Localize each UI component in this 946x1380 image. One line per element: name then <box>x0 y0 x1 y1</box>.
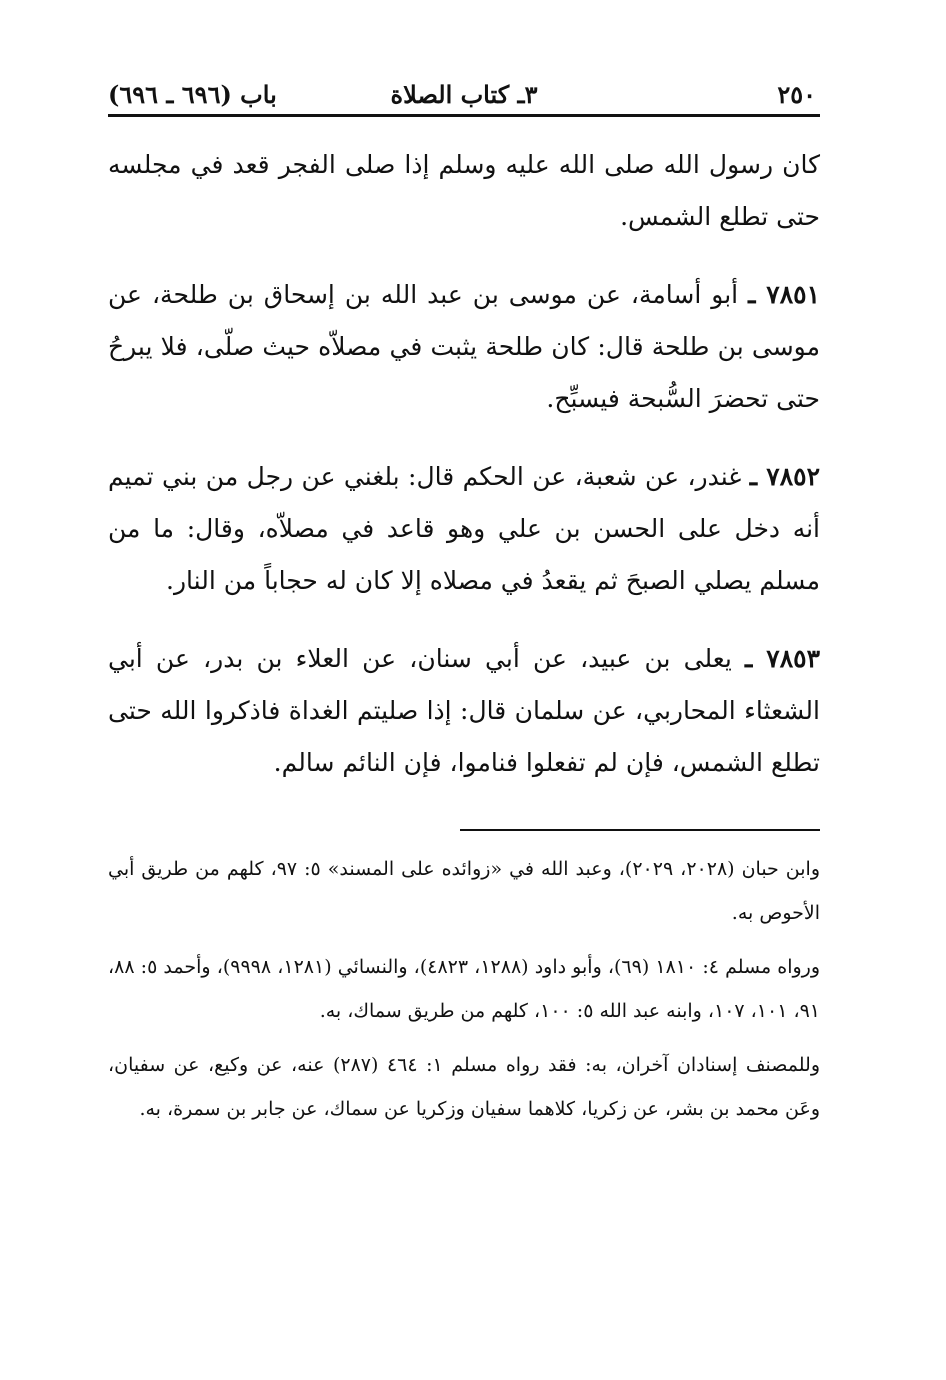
hadith-number: ٧٨٥٢ ـ <box>749 462 821 491</box>
hadith-7851 <box>108 269 820 425</box>
footnotes <box>108 847 820 1131</box>
hadith-7852 <box>108 451 820 607</box>
continuation-paragraph: كان رسول الله صلى الله عليه وسلم إذا صلى الفجر قعد في مجلسه حتى تطلع الشمس. <box>108 150 820 231</box>
footnote-paragraph: وابن حبان (٢٠٢٨، ٢٠٢٩)، وعبد الله في «زوائده على المسند» ٥: ٩٧، كلهم من طريق أبي الأحوص به. <box>108 858 821 924</box>
footnote-divider <box>460 829 820 831</box>
main-text <box>108 139 820 789</box>
footnote-paragraph: وللمصنف إسنادان آخران، به: فقد رواه مسلم ١: ٤٦٤ (٢٨٧) عنه، عن وكيع، عن سفيان، وعَن محمد بن بشر، عن زكريا، كلاهما سفيان وزكريا عن سماك، عن جابر بن سمرة، به. <box>108 1054 821 1120</box>
book-page <box>108 70 820 1141</box>
chapter-range: باب (٦٩٦ ـ ٦٩٦) <box>108 80 277 109</box>
hadith-number: ٧٨٥٣ ـ <box>745 644 820 673</box>
hadith-text: أبو أسامة، عن موسى بن عبد الله بن إسحاق بن طلحة، عن موسى بن طلحة قال: كان طلحة يثبت في مصلاّه حيث صلّى، فلا يبرحُ حتى تحضرَ السُّبحة فيسبِّح. <box>108 280 820 413</box>
hadith-number: ٧٨٥١ ـ <box>748 280 821 309</box>
page-header <box>108 70 820 117</box>
hadith-text: غندر، عن شعبة، عن الحكم قال: بلغني عن رجل من بني تميم أنه دخل على الحسن بن علي وهو قاعد في مصلاّه، وقال: ما من مسلم يصلي الصبحَ ثم يقعدُ في مصلاه إلا كان له حجاباً من النار. <box>108 462 820 595</box>
footnote-paragraph: ورواه مسلم ٤: ١٨١٠ (٦٩)، وأبو داود (١٢٨٨، ٤٨٢٣)، والنسائي (١٢٨١، ٩٩٩٨)، وأحمد ٥: ٨٨، ٩١، ١٠١، ١٠٧، وابنه عبد الله ٥: ١٠٠، كلهم من طريق سماك، به. <box>108 956 821 1022</box>
book-title: ٣ـ كتاب الصلاة <box>390 80 538 109</box>
hadith-text: يعلى بن عبيد، عن أبي سنان، عن العلاء بن بدر، عن أبي الشعثاء المحاربي، عن سلمان قال: إذا صليتم الغداة فاذكروا الله حتى تطلع الشمس، فإن لم تفعلوا فناموا، فإن النائم سالم. <box>108 644 820 777</box>
page-number: ٢٥٠ <box>777 80 816 109</box>
hadith-7853 <box>108 633 820 789</box>
